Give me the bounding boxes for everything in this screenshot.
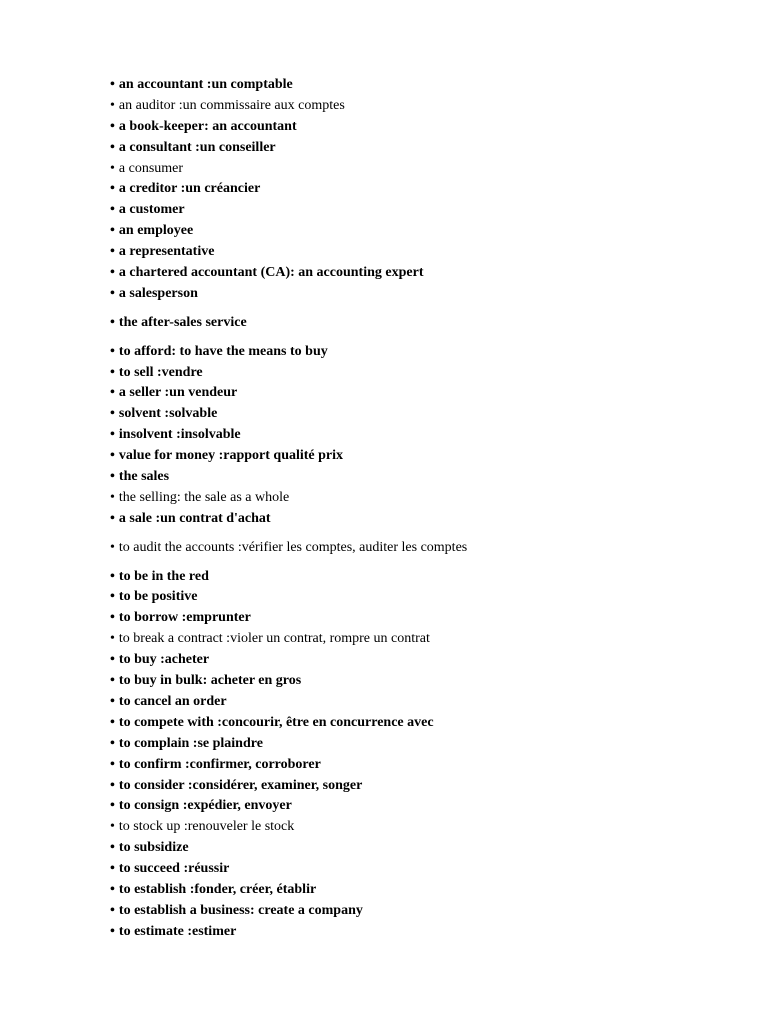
list-item-text: a book-keeper: an accountant <box>118 118 297 134</box>
list-item-text: to complain :se plaindre <box>118 735 263 751</box>
list-item <box>110 538 730 559</box>
list-item-text: to sell :vendre <box>118 364 203 380</box>
list-item-text: to audit the accounts :vérifier les comptes, auditer les comptes <box>118 539 468 555</box>
list-item <box>110 488 730 509</box>
list-item-text: insolvent :insolvable <box>118 427 241 443</box>
bullet-icon: • <box>110 840 115 856</box>
list-item-text: to compete with :concourir, être en concurrence avec <box>118 714 434 730</box>
bullet-icon: • <box>110 881 115 897</box>
list-item-text: the selling: the sale as a whole <box>118 489 290 505</box>
list-item <box>110 200 730 221</box>
list-item-text: a consumer <box>118 160 184 176</box>
list-item-text: to subsidize <box>118 840 189 856</box>
bullet-icon: • <box>110 343 115 359</box>
bullet-icon: • <box>110 406 115 422</box>
bullet-icon: • <box>110 735 115 751</box>
list-item-text: to afford: to have the means to buy <box>118 343 328 359</box>
list-item-text: to establish a business: create a company <box>118 902 363 918</box>
list-item <box>110 96 730 117</box>
bullet-icon: • <box>110 314 115 330</box>
list-item <box>110 755 730 776</box>
list-item <box>110 263 730 284</box>
list-item-text: an auditor :un commissaire aux comptes <box>118 97 345 113</box>
bullet-icon: • <box>110 693 115 709</box>
list-item-text: a salesperson <box>118 285 198 301</box>
list-item-text: a chartered accountant (CA): an accounting expert <box>118 265 424 281</box>
list-item-text: an employee <box>118 223 194 239</box>
bullet-icon: • <box>110 902 115 918</box>
bullet-icon: • <box>110 631 115 647</box>
bullet-icon: • <box>110 861 115 877</box>
list-item <box>110 179 730 200</box>
list-item <box>110 221 730 242</box>
list-item <box>110 509 730 530</box>
bullet-icon: • <box>110 223 115 239</box>
list-item-text: a seller :un vendeur <box>118 385 238 401</box>
list-item <box>110 776 730 797</box>
list-item-text: to consign :expédier, envoyer <box>118 798 292 814</box>
list-item <box>110 671 730 692</box>
list-item <box>110 734 730 755</box>
list-item <box>110 284 730 305</box>
list-item <box>110 587 730 608</box>
list-item <box>110 138 730 159</box>
list-item <box>110 713 730 734</box>
list-item <box>110 313 730 334</box>
bullet-icon: • <box>110 714 115 730</box>
list-item <box>110 242 730 263</box>
list-item <box>110 880 730 901</box>
list-item-text: to stock up :renouveler le stock <box>118 819 295 835</box>
list-item-text: to cancel an order <box>118 693 227 709</box>
bullet-icon: • <box>110 97 115 113</box>
list-item-text: the sales <box>118 469 170 485</box>
list-item <box>110 692 730 713</box>
list-item-text: an accountant :un comptable <box>118 77 293 92</box>
vocabulary-group <box>110 313 730 334</box>
list-item-text: to be positive <box>118 589 198 605</box>
list-item-text: to buy :acheter <box>118 652 210 668</box>
list-item <box>110 383 730 404</box>
bullet-icon: • <box>110 77 115 92</box>
bullet-icon: • <box>110 798 115 814</box>
vocabulary-group <box>110 538 730 559</box>
list-item-text: a consultant :un conseiller <box>118 139 276 155</box>
bullet-icon: • <box>110 652 115 668</box>
list-item <box>110 425 730 446</box>
list-item <box>110 117 730 138</box>
list-item <box>110 467 730 488</box>
list-item-text: a creditor :un créancier <box>118 181 261 197</box>
list-item <box>110 922 730 943</box>
bullet-icon: • <box>110 364 115 380</box>
bullet-icon: • <box>110 923 115 939</box>
bullet-icon: • <box>110 589 115 605</box>
list-item-text: to break a contract :violer un contrat, rompre un contrat <box>118 631 430 647</box>
bullet-icon: • <box>110 427 115 443</box>
bullet-icon: • <box>110 819 115 835</box>
bullet-icon: • <box>110 489 115 505</box>
list-item <box>110 404 730 425</box>
bullet-icon: • <box>110 777 115 793</box>
bullet-icon: • <box>110 160 115 176</box>
list-item <box>110 901 730 922</box>
list-item-text: a representative <box>118 244 215 260</box>
list-item <box>110 159 730 180</box>
list-item-text: to buy in bulk: acheter en gros <box>118 673 302 689</box>
list-item-text: a customer <box>118 202 185 218</box>
list-item-text: value for money :rapport qualité prix <box>118 448 344 464</box>
list-item-text: to borrow :emprunter <box>118 610 251 626</box>
vocabulary-group <box>110 567 730 943</box>
bullet-icon: • <box>110 448 115 464</box>
list-item-text: to confirm :confirmer, corroborer <box>118 756 321 772</box>
vocabulary-list <box>110 75 730 943</box>
bullet-icon: • <box>110 539 115 555</box>
list-item-text: to be in the red <box>118 568 209 584</box>
bullet-icon: • <box>110 202 115 218</box>
bullet-icon: • <box>110 568 115 584</box>
list-item-text: to succeed :réussir <box>118 861 230 877</box>
list-item-text: the after-sales service <box>118 314 247 330</box>
list-item <box>110 629 730 650</box>
bullet-icon: • <box>110 265 115 281</box>
bullet-icon: • <box>110 244 115 260</box>
list-item <box>110 838 730 859</box>
list-item-text: solvent :solvable <box>118 406 218 422</box>
bullet-icon: • <box>110 756 115 772</box>
bullet-icon: • <box>110 385 115 401</box>
vocabulary-group <box>110 75 730 305</box>
list-item <box>110 75 730 96</box>
list-item <box>110 859 730 880</box>
list-item <box>110 342 730 363</box>
bullet-icon: • <box>110 285 115 301</box>
list-item <box>110 817 730 838</box>
list-item <box>110 796 730 817</box>
bullet-icon: • <box>110 610 115 626</box>
bullet-icon: • <box>110 139 115 155</box>
list-item-text: to establish :fonder, créer, établir <box>118 881 317 897</box>
bullet-icon: • <box>110 118 115 134</box>
vocabulary-group <box>110 342 730 530</box>
bullet-icon: • <box>110 510 115 526</box>
bullet-icon: • <box>110 469 115 485</box>
list-item <box>110 446 730 467</box>
list-item-text: a sale :un contrat d'achat <box>118 510 271 526</box>
bullet-icon: • <box>110 673 115 689</box>
list-item <box>110 363 730 384</box>
list-item <box>110 650 730 671</box>
list-item-text: to consider :considérer, examiner, songer <box>118 777 363 793</box>
bullet-icon: • <box>110 181 115 197</box>
list-item-text: to estimate :estimer <box>118 923 237 939</box>
list-item <box>110 567 730 588</box>
list-item <box>110 608 730 629</box>
